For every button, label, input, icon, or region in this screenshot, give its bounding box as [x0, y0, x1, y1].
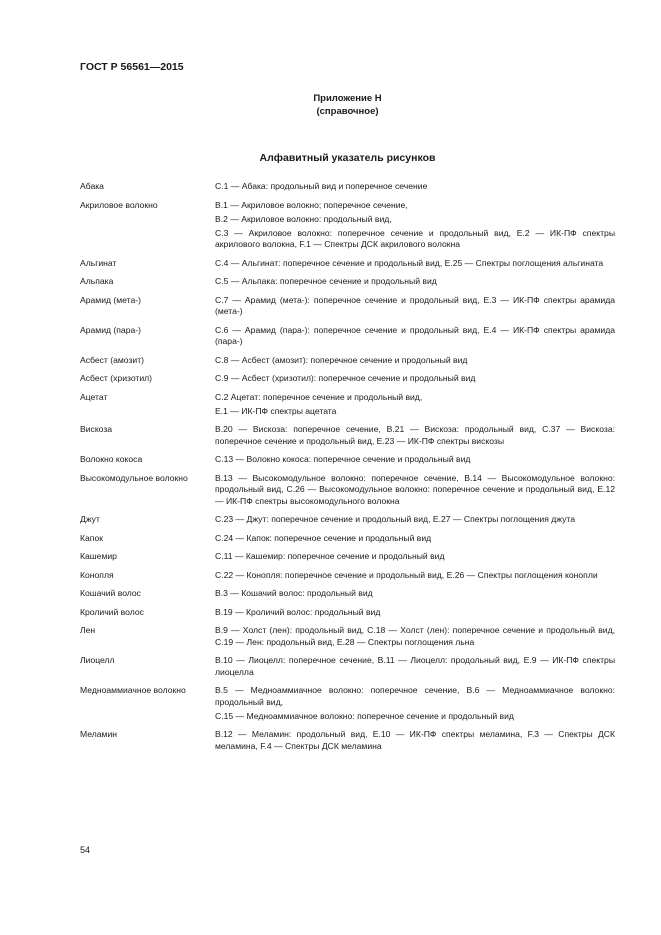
- index-term: Абака: [80, 181, 104, 191]
- index-term: Джут: [80, 514, 100, 524]
- figure-references: [215, 655, 615, 678]
- figure-reference: С.6 — Арамид (пара-): поперечное сечение и продольный вид, Е.4 — ИК-ПФ спектры арамида (пара-): [215, 324, 615, 346]
- index-entry: [80, 551, 615, 563]
- figure-references: [215, 551, 615, 563]
- figure-reference: В.12 — Меламин: продольный вид, Е.10 — ИК-ПФ спектры меламина, F.3 — Спектры ДСК меламина, F.4 — Спектры ДСК меламина: [215, 729, 615, 751]
- index-entry: [80, 258, 615, 270]
- index-term: Ацетат: [80, 391, 108, 402]
- index-term: Медноаммиачное волокно: [80, 685, 186, 695]
- figure-references: [215, 533, 615, 545]
- figure-reference: С.15 — Медноаммиачное волокно: поперечное сечение и продольный вид: [215, 710, 514, 721]
- index-entry: [80, 607, 615, 619]
- figure-reference: В.13 — Высокомодульное волокно: поперечное сечение, В.14 — Высокомодульное волокно: продольный вид, С.26 — Высокомодульное волокно: поперечное сечение и продольный вид, Е.12 — ИК-ПФ спектры высокомодульного волокна: [215, 472, 615, 506]
- annex-title: Приложение Н: [313, 93, 382, 104]
- index-entry: [80, 295, 615, 318]
- figure-reference: С.7 — Арамид (мета-): поперечное сечение и продольный вид, Е.3 — ИК-ПФ спектры арамида (мета-): [215, 294, 615, 316]
- figure-references: [215, 373, 615, 385]
- figure-reference: С.1 — Абака: продольный вид и поперечное сечение: [215, 181, 428, 191]
- index-term: Высокомодульное волокно: [80, 472, 188, 483]
- figure-references: [215, 570, 615, 582]
- index-term: Вискоза: [80, 424, 113, 434]
- index-term: Капок: [80, 532, 103, 543]
- figure-reference: В.9 — Холст (лен): продольный вид, С.18 — Холст (лен): поперечное сечение и продольный вид, С.19 — Лен: продольный вид, Е.28 — Спектры поглощения льна: [215, 625, 615, 647]
- figure-references: [215, 685, 615, 722]
- index-title: [0, 152, 661, 164]
- figure-reference: С.4 — Альгинат: поперечное сечение и продольный вид, Е.25 — Спектры поглощения альгината: [215, 257, 604, 268]
- index-entry: [80, 655, 615, 678]
- index-entry: [80, 454, 615, 466]
- index-entry: [80, 276, 615, 288]
- index-entry: [80, 473, 615, 508]
- figure-reference: В.5 — Медноаммиачное волокно: поперечное сечение, В.6 — Медноаммиачное волокно: продольный вид,: [215, 685, 615, 707]
- index-entry: [80, 392, 615, 418]
- figure-references: [215, 200, 615, 251]
- annex-type: (справочное): [316, 106, 379, 117]
- index-term: Волокно кокоса: [80, 454, 143, 464]
- figure-reference: В.1 — Акриловое волокно; поперечное сечение,: [215, 199, 408, 210]
- figure-reference: С.24 — Капок: поперечное сечение и продольный вид: [215, 532, 432, 543]
- figure-reference: В.10 — Лиоцелл: поперечное сечение, В.11 — Лиоцелл: продольный вид, Е.9 — ИК-ПФ спектры лиоцелла: [215, 655, 615, 677]
- index-entry: [80, 588, 615, 600]
- index-term: Альгинат: [80, 257, 117, 268]
- figure-reference: С.22 — Конопля: поперечное сечение и продольный вид, Е.26 — Спектры поглощения конопли: [215, 569, 598, 580]
- figure-reference: Е.1 — ИК-ПФ спектры ацетата: [215, 405, 337, 416]
- index-entry: [80, 200, 615, 251]
- index-term: Арамид (мета-): [80, 294, 142, 305]
- index-entry: [80, 685, 615, 722]
- figure-reference: С.9 — Асбест (хризотил): поперечное сечение и продольный вид: [215, 373, 476, 383]
- index-entry: [80, 625, 615, 648]
- index-term: Акриловое волокно: [80, 199, 158, 210]
- figure-reference: С.23 — Джут: поперечное сечение и продольный вид, Е.27 — Спектры поглощения джута: [215, 514, 576, 524]
- figure-references: [215, 276, 615, 288]
- index-term: Асбест (амозит): [80, 354, 145, 365]
- standard-designation: ГОСТ Р 56561—2015: [80, 61, 184, 73]
- page-number: 54: [80, 845, 91, 855]
- figure-reference: С.5 — Альпака: поперечное сечение и продольный вид: [215, 276, 437, 286]
- figure-references: [215, 325, 615, 348]
- index-term: Арамид (пара-): [80, 324, 141, 335]
- figure-reference: В.20 — Вискоза: поперечное сечение, В.21 — Вискоза: продольный вид, С.37 — Вискоза: поперечное сечение и продольный вид, Е.23 — ИК-ПФ спектры вискозы: [215, 424, 615, 446]
- index-term: Кошачий волос: [80, 588, 141, 598]
- index-term: Альпака: [80, 276, 114, 286]
- figure-references: [215, 454, 615, 466]
- index-entry: [80, 514, 615, 526]
- figure-reference: С.8 — Асбест (амозит): поперечное сечение и продольный вид: [215, 354, 468, 365]
- figure-reference: С.13 — Волокно кокоса: поперечное сечение и продольный вид: [215, 454, 471, 464]
- index-term: Меламин: [80, 729, 117, 739]
- figure-references: [215, 588, 615, 600]
- index-entry: [80, 729, 615, 752]
- annex-heading: [0, 92, 661, 118]
- figure-references: [215, 355, 615, 367]
- index-term: Кашемир: [80, 551, 117, 561]
- figure-reference: В.3 — Кошачий волос: продольный вид: [215, 588, 373, 598]
- figure-references: [215, 258, 615, 270]
- figure-references: [215, 514, 615, 526]
- index-entry: [80, 325, 615, 348]
- index-term: Конопля: [80, 569, 114, 580]
- index-entry: [80, 355, 615, 367]
- index-entry: [80, 570, 615, 582]
- figure-reference: В.2 — Акриловое волокно: продольный вид,: [215, 213, 392, 224]
- figure-references: [215, 473, 615, 508]
- index-term: Лиоцелл: [80, 655, 115, 665]
- index-entry: [80, 181, 615, 193]
- figure-reference: С.3 — Акриловое волокно: поперечное сечение и продольный вид, Е.2 — ИК-ПФ спектры акрилового волокна, F.1 — Спектры ДСК акрилового волокна: [215, 227, 615, 249]
- index-entry: [80, 424, 615, 447]
- index-term: Асбест (хризотил): [80, 373, 153, 383]
- figure-reference: С.2 Ацетат: поперечное сечение и продольный вид,: [215, 391, 423, 402]
- figure-reference: В.19 — Кроличий волос: продольный вид: [215, 606, 381, 617]
- figure-references: [215, 607, 615, 619]
- figure-index-list: [80, 181, 615, 759]
- index-entry: [80, 533, 615, 545]
- index-entry: [80, 373, 615, 385]
- figure-references: [215, 729, 615, 752]
- figure-references: [215, 181, 615, 193]
- figure-references: [215, 424, 615, 447]
- index-title-text: Алфавитный указатель рисунков: [259, 152, 436, 164]
- figure-reference: С.11 — Кашемир: поперечное сечение и продольный вид: [215, 551, 445, 561]
- figure-references: [215, 392, 615, 418]
- figure-references: [215, 295, 615, 318]
- index-term: Лен: [80, 625, 96, 635]
- figure-references: [215, 625, 615, 648]
- index-term: Кроличий волос: [80, 606, 144, 617]
